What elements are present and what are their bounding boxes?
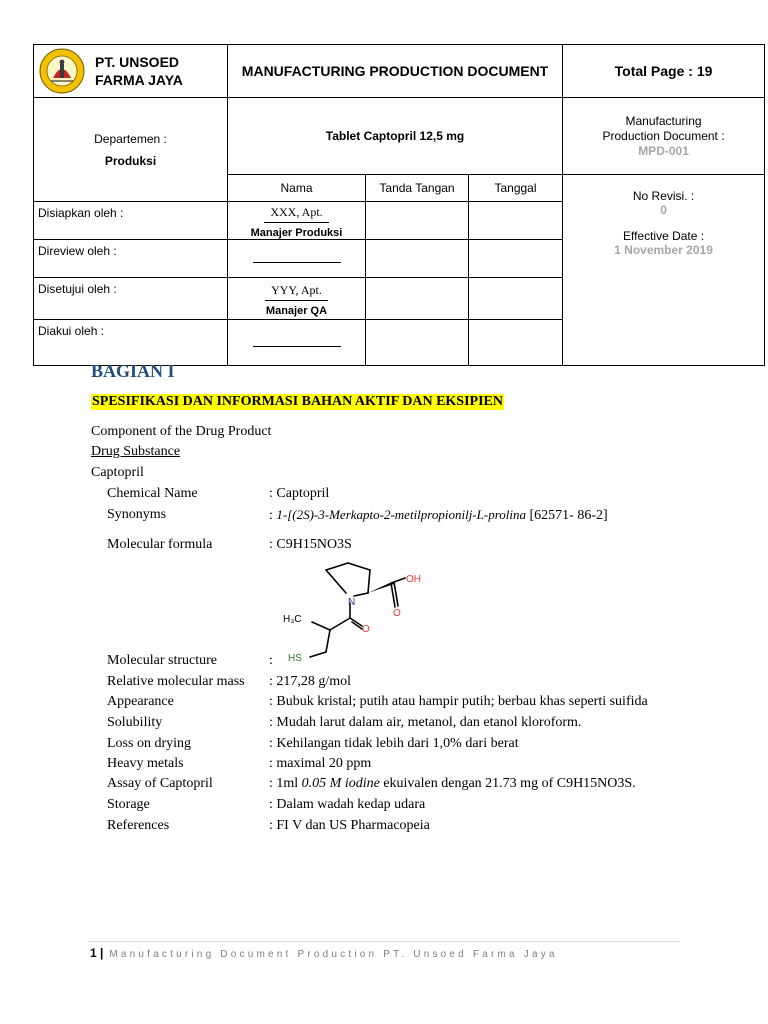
- prop-key-molecular-mass: Relative molecular mass: [107, 674, 245, 689]
- department-cell: [34, 98, 228, 202]
- reviewed-by-line: [253, 262, 341, 263]
- page-footer: [90, 946, 558, 960]
- prop-value-solubility: : Mudah larut dalam air, metanol, dan etanol kloroform.: [269, 715, 582, 730]
- approved-by-name-cell: [228, 278, 366, 320]
- approved-by-role: Manajer QA: [265, 304, 328, 317]
- synonyms-cas: [62571- 86-2]: [526, 508, 608, 523]
- acknowledged-by-line: [253, 346, 341, 347]
- section-title: BAGIAN I: [91, 361, 175, 381]
- mpd-value: MPD-001: [638, 143, 689, 158]
- prop-value-chemical-name: : Captopril: [269, 486, 330, 501]
- col-header-date: Tanggal: [469, 175, 563, 202]
- acknowledged-by-label: Diakui oleh :: [34, 320, 228, 366]
- prepared-by-role: Manajer Produksi: [250, 226, 343, 239]
- mol-nitrogen-label: N: [348, 597, 356, 608]
- revision-value: 0: [660, 203, 667, 217]
- mol-thiol-label: HS: [288, 653, 302, 664]
- component-heading: Component of the Drug Product: [91, 424, 272, 439]
- reviewed-by-label: Direview oleh :: [34, 240, 228, 278]
- footer-divider: [88, 941, 680, 942]
- prop-value-storage: : Dalam wadah kedap udara: [269, 797, 426, 812]
- prop-value-assay: [269, 776, 636, 792]
- prop-key-references: References: [107, 818, 170, 833]
- approved-by-signature: [366, 278, 469, 320]
- assay-rest: ekuivalen dengan 21.73 mg of C9H15NO3S.: [379, 776, 636, 791]
- prop-value-molecular-formula: : C9H15NO3S: [269, 537, 352, 552]
- assay-italic: 0.05 M iodine: [301, 776, 380, 791]
- prop-value-loss-on-drying: : Kehilangan tidak lebih dari 1,0% dari berat: [269, 736, 519, 751]
- approved-by-date: [469, 278, 563, 320]
- mpd-label-1: Manufacturing: [625, 113, 702, 128]
- mol-oh-label: OH: [406, 574, 421, 585]
- prop-key-storage: Storage: [107, 797, 150, 812]
- prop-value-references: : FI V dan US Pharmacopeia: [269, 818, 430, 833]
- col-header-name: Nama: [228, 175, 366, 202]
- footer-text: Manufacturing Document Production PT. Unsoed Farma Jaya: [109, 949, 558, 960]
- prop-key-assay: Assay of Captopril: [107, 776, 213, 791]
- document-title: MANUFACTURING PRODUCTION DOCUMENT: [228, 45, 563, 98]
- product-name: Tablet Captopril 12,5 mg: [228, 98, 563, 175]
- reviewed-by-date: [469, 240, 563, 278]
- footer-page-number: 1 |: [90, 946, 104, 960]
- prepared-by-date: [469, 202, 563, 240]
- captopril-structure-diagram: [278, 560, 438, 670]
- approved-by-label: Disetujui oleh :: [34, 278, 228, 320]
- document-header-table: [33, 44, 765, 366]
- acknowledged-by-name-cell: [228, 320, 366, 366]
- prop-key-synonyms: Synonyms: [107, 507, 167, 522]
- synonyms-italic: 1-[(2S)-3-Merkapto-2-metilpropionilj-L-prolina: [276, 507, 526, 522]
- total-page: Total Page : 19: [563, 45, 765, 98]
- prepared-by-name-cell: [228, 202, 366, 240]
- revision-cell: [563, 175, 765, 366]
- company-name-line2: FARMA JAYA: [95, 72, 183, 88]
- substance-name: Captopril: [91, 465, 144, 480]
- prop-key-loss-on-drying: Loss on drying: [107, 736, 191, 751]
- prop-value-molecular-structure: :: [269, 653, 273, 668]
- reviewed-by-name-cell: [228, 240, 366, 278]
- prop-value-heavy-metals: : maximal 20 ppm: [269, 756, 372, 771]
- company-name-line1: PT. UNSOED: [95, 54, 180, 70]
- acknowledged-by-date: [469, 320, 563, 366]
- prop-value-molecular-mass: : 217,28 g/mol: [269, 674, 352, 689]
- prop-key-molecular-structure: Molecular structure: [107, 653, 218, 668]
- prepared-by-signature: [366, 202, 469, 240]
- prop-value-appearance: : Bubuk kristal; putih atau hampir putih; berbau khas seperti suifida: [269, 694, 648, 709]
- section-subtitle: SPESIFIKASI DAN INFORMASI BAHAN AKTIF DAN EKSIPIEN: [92, 394, 503, 409]
- prepared-by-label: Disiapkan oleh :: [34, 202, 228, 240]
- prop-key-heavy-metals: Heavy metals: [107, 756, 184, 771]
- mol-oxygen-label-2: O: [362, 624, 370, 635]
- mpd-label-2: Production Document :: [602, 128, 725, 143]
- company-cell: [34, 45, 228, 98]
- university-seal-logo: [39, 48, 85, 94]
- prepared-by-name: XXX, Apt.: [264, 205, 328, 223]
- prop-value-synonyms: [269, 507, 608, 524]
- mpd-cell: [563, 98, 765, 175]
- approved-by-name: YYY, Apt.: [265, 283, 328, 301]
- acknowledged-by-signature: [366, 320, 469, 366]
- effective-date-value: 1 November 2019: [614, 243, 713, 257]
- department-value: Produksi: [104, 153, 157, 168]
- prop-key-solubility: Solubility: [107, 715, 163, 730]
- reviewed-by-signature: [366, 240, 469, 278]
- effective-date-label: Effective Date :: [622, 229, 705, 243]
- prop-key-chemical-name: Chemical Name: [107, 486, 198, 501]
- department-label: Departemen :: [94, 131, 167, 146]
- prop-key-appearance: Appearance: [107, 694, 174, 709]
- mol-oxygen-label-1: O: [393, 608, 401, 619]
- drug-substance-heading: Drug Substance: [91, 444, 181, 459]
- col-header-signature: Tanda Tangan: [366, 175, 469, 202]
- assay-pre: : 1ml: [269, 776, 302, 791]
- synonyms-colon: :: [269, 508, 277, 523]
- revision-label: No Revisi. :: [632, 189, 695, 203]
- mol-methyl-label: H₃C: [283, 614, 302, 625]
- prop-key-molecular-formula: Molecular formula: [107, 537, 213, 552]
